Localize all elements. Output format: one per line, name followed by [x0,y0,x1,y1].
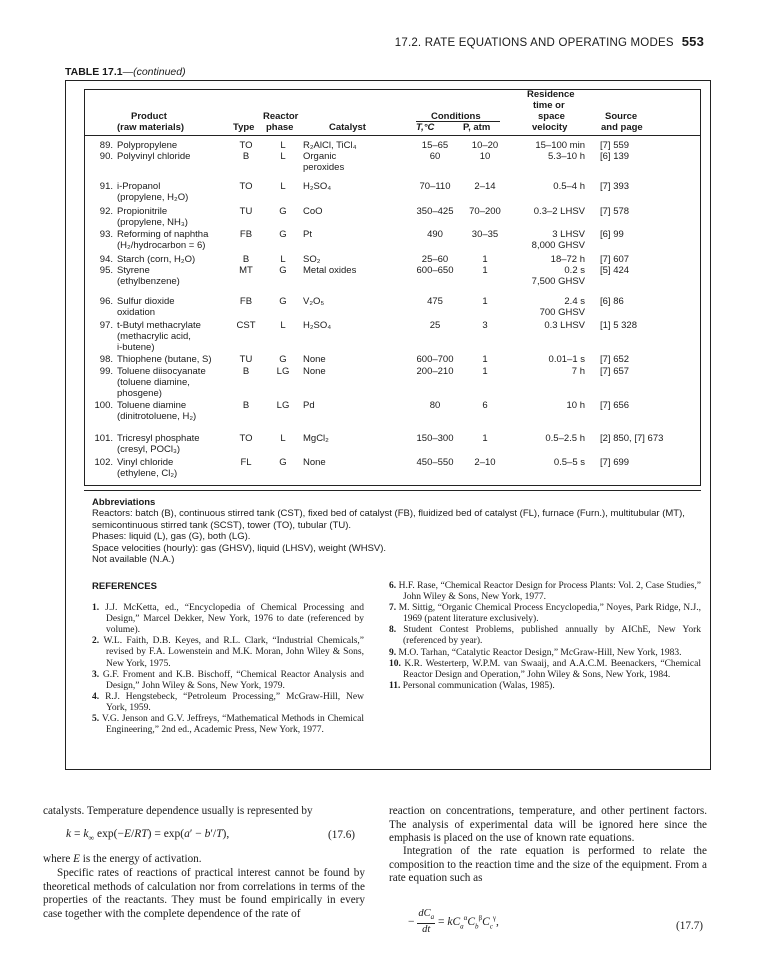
reference-item [92,636,364,669]
reference-item [389,681,701,692]
header-space: space [538,111,565,122]
source-page: [7] 699 [600,457,630,468]
reference-item [92,692,364,714]
pressure: 1 [482,265,488,276]
product-name: (cresyl, POCl₃) [117,444,180,455]
reference-text: V.G. Jenson and G.V. Jeffreys, “Mathematical Methods in Chemical Engineering,” 2nd ed., Academic Press, New York, 1977. [101,714,364,736]
row-number: 94. [99,254,113,265]
source-page: [1] 5 328 [600,320,637,331]
product-name: i-butene) [117,342,155,353]
catalyst: peroxides [303,162,345,173]
catalyst: SO₂ [303,254,321,265]
pressure: 1 [482,354,488,365]
pressure: 1 [482,254,488,265]
source-page: [7] 393 [600,181,630,192]
reactor-phase: G [279,354,287,365]
reference-item [389,581,701,603]
table-label: TABLE 17.1 [65,66,123,78]
reference-number: 2. [92,636,104,647]
abbreviations-phases: Phases: liquid (L), gas (G), both (LG). [92,531,251,543]
product-name: Polypropylene [117,140,178,151]
reference-item [92,714,364,736]
catalyst: MgCl₂ [303,433,329,444]
residence-time: 18–72 h [550,254,585,265]
reference-item [92,603,364,636]
pressure: 6 [482,400,488,411]
product-name: Polyvinyl chloride [117,151,191,162]
references-title: REFERENCES [92,581,157,592]
reactor-phase: G [279,229,287,240]
source-page: [5] 424 [600,265,630,276]
row-number: 91. [99,181,113,192]
reactor-type: TO [239,140,253,151]
temperature: 150–300 [416,433,454,444]
abbreviations-space-velocities: Space velocities (hourly): gas (GHSV), liquid (LHSV), weight (WHSV). [92,542,387,554]
source-page: [7] 656 [600,400,630,411]
catalyst: R₂AlCl, TiCl₄ [303,140,357,151]
residence-time: 0.3–2 LHSV [533,206,585,217]
reactor-phase: G [279,296,287,307]
source-page: [7] 652 [600,354,630,365]
residence-time: 15–100 min [535,140,585,151]
reactor-type: B [242,151,250,162]
row-number: 93. [99,229,113,240]
product-name: phosgene) [117,388,162,399]
product-name: (ethylene, Cl₂) [117,468,178,479]
reference-number: 7. [389,603,399,614]
temperature: 490 [427,229,443,240]
abbreviations-title: Abbreviations [92,497,156,508]
reactor-phase: L [280,140,286,151]
reactor-phase: LG [276,400,290,411]
table-continued: —(continued) [122,66,186,78]
residence-time: 2.4 s [564,296,585,307]
table-caption [65,66,186,78]
pressure: 2–14 [474,181,496,192]
product-name: oxidation [117,307,156,318]
pressure: 1 [482,433,488,444]
temperature: 475 [427,296,443,307]
residence-time: 0.5–4 h [553,181,585,192]
header-temperature: T,°C [416,122,435,133]
reactor-type: B [242,254,250,265]
temperature: 80 [429,400,441,411]
residence-time: 5.3–10 h [548,151,585,162]
reactor-phase: G [279,457,287,468]
product-name: Styrene [117,265,150,276]
row-number: 96. [99,296,113,307]
row-number: 98. [99,354,113,365]
running-head [0,34,704,49]
abbreviations-not-available: Not available (N.A.) [92,554,175,566]
header-reactor: Reactor [263,111,299,122]
reactor-type: TO [239,433,253,444]
catalyst: None [303,457,326,468]
reference-text: W.L. Faith, D.B. Keyes, and R.L. Clark, “Industrial Chemicals,” revised by F.A. Lowenstein and M.K. Moran, John Wiley & Sons, New York, 1975. [103,636,365,669]
running-title: 17.2. RATE EQUATIONS AND OPERATING MODES [394,37,674,49]
product-name: Vinyl chloride [117,457,174,468]
body-left-p3: Specific rates of reactions of practical interest cannot be found by theoretical methods of calculation nor from correlations in terms of the properties of the reactants. They must be found empirically in every case together with the complete dependence of the rate of [43,867,365,920]
residence-time: 0.01–1 s [548,354,585,365]
row-number: 101. [94,433,113,444]
source-page: [7] 657 [600,366,630,377]
product-name: Starch (corn, H₂O) [117,254,196,265]
residence-time: 3 LHSV [552,229,585,240]
body-right-p1: reaction on concentrations, temperature, and other pertinent factors. The analysis of experimental data will be ignored here since the emphasis is placed on the use of known rate equations. [389,805,707,844]
catalyst: Pt [303,229,312,240]
residence-time: 0.5–2.5 h [545,433,585,444]
temperature: 70–110 [419,181,451,192]
header-phase: phase [266,122,294,133]
product-name: Thiophene (butane, S) [117,354,212,365]
pressure: 70–200 [469,206,501,217]
catalyst: Organic [303,151,337,162]
reactor-type: FB [239,296,253,307]
reference-text: Personal communication (Walas, 1985). [402,680,555,691]
product-name: Propionitrile [117,206,168,217]
reactor-type: FL [240,457,252,468]
temperature: 450–550 [416,457,454,468]
reference-number: 5. [92,714,102,725]
reference-number: 3. [92,669,103,680]
header-rule [84,135,701,136]
temperature: 600–700 [416,354,454,365]
catalyst: None [303,366,326,377]
temperature: 60 [429,151,441,162]
header-source: Source [605,111,638,122]
reference-text: M.O. Tarhan, “Catalytic Reactor Design,” McGraw-Hill, New York, 1983. [398,647,682,658]
reference-item [92,670,364,692]
reference-text: K.R. Westerterp, W.P.M. van Swaaij, and A.A.C.M. Beenackers, “Chemical Reactor Design and Operation,” John Wiley & Sons, New York, 1984. [403,658,701,680]
temperature: 25 [429,320,441,331]
row-number: 97. [99,320,113,331]
equation-17-7-number: (17.7) [676,920,704,932]
row-number: 99. [99,366,113,377]
references-right [389,581,701,692]
reactor-type: B [242,366,250,377]
residence-time: 700 GHSV [539,307,585,318]
reference-item [389,625,701,647]
catalyst: CoO [303,206,323,217]
reference-number: 1. [92,603,106,614]
reactor-phase: L [280,433,286,444]
reactor-phase: LG [276,366,290,377]
row-number: 95. [99,265,113,276]
catalyst: None [303,354,326,365]
residence-time: 8,000 GHSV [531,240,585,251]
abbrev-rule [84,490,701,491]
pressure: 10–20 [471,140,499,151]
header-and-page: and page [601,122,643,133]
product-name: (toluene diamine, [117,377,190,388]
reactor-type: TO [239,181,253,192]
product-name: Toluene diisocyanate [117,366,206,377]
source-page: [2] 850, [7] 673 [600,433,664,444]
reference-item [389,648,701,659]
catalyst: Metal oxides [303,265,357,276]
reactor-phase: G [279,206,287,217]
reactor-type: CST [236,320,256,331]
pressure: 2–10 [474,457,496,468]
temperature: 350–425 [416,206,454,217]
reference-number: 10. [389,658,405,669]
product-name: Tricresyl phosphate [117,433,200,444]
conditions-rule [416,121,500,122]
product-name: Toluene diamine [117,400,187,411]
header-time-or: time or [533,100,565,111]
pressure: 1 [482,366,488,377]
reference-number: 4. [92,691,106,702]
header-catalyst: Catalyst [329,122,366,133]
reactor-type: TU [239,206,253,217]
residence-time: 7,500 GHSV [531,276,585,287]
residence-time: 0.2 s [564,265,585,276]
source-page: [7] 559 [600,140,630,151]
reference-number: 6. [389,581,399,591]
product-name: i-Propanol [117,181,161,192]
header-type: Type [233,122,255,133]
source-page: [6] 86 [600,296,624,307]
header-residence: Residence [527,89,575,100]
reactor-type: FB [239,229,253,240]
pressure: 10 [479,151,491,162]
residence-time: 10 h [566,400,585,411]
source-page: [6] 99 [600,229,624,240]
row-number: 92. [99,206,113,217]
equation-17-7: − $dC_a$ dt = $kC_a^\alpha C_b^\beta C_c^\gamma$, [408,908,499,936]
row-number: 100. [94,400,113,411]
abbreviations-reactors: Reactors: batch (B), continuous stirred tank (CST), fixed bed of catalyst (FB), fluidized bed of catalyst (FL), furnace (Furn.), multitubular (MT), semicontinuous stirred tank (SCST), tower (TO), tubular (TU). [92,508,685,531]
pressure: 30–35 [471,229,499,240]
body-left-p2: where E is the energy of activation. [43,853,202,865]
reference-text: J.J. McKetta, ed., “Encyclopedia of Chemical Processing and Design,” Marcel Dekker, New York, 1976 to date (referenced by volume). [105,603,365,636]
reference-number: 9. [389,647,399,658]
equation-17-6: $k = k_\infty$ exp(−E/RT) = exp(a′ − b′/T), [66,828,230,843]
product-name: Reforming of naphtha [117,229,209,240]
product-name: (ethylbenzene) [117,276,180,287]
reference-text: H.F. Rase, “Chemical Reactor Design for Process Plants: Vol. 2, Case Studies,” John Wiley & Sons, New York, 1977. [398,581,702,603]
body-left-p1: catalysts. Temperature dependence usually is represented by [43,805,313,817]
references-left [92,581,364,736]
product-name: t-Butyl methacrylate [117,320,201,331]
source-page: [6] 139 [600,151,630,162]
header-pressure: P, atm [463,122,491,133]
reactor-phase: L [280,320,286,331]
temperature: 15–65 [421,140,449,151]
product-name: (dinitrotoluene, H₂) [117,411,197,422]
product-name: (methacrylic acid, [117,331,191,342]
product-name: (propylene, H₂O) [117,192,189,203]
temperature: 200–210 [416,366,454,377]
source-page: [7] 607 [600,254,630,265]
source-page: [7] 578 [600,206,630,217]
reference-text: R.J. Hengstebeck, “Petroleum Processing,” McGraw-Hill, New York, 1959. [105,691,364,713]
header-product: Product [131,111,167,122]
reference-text: M. Sittig, “Organic Chemical Process Encyclopedia,” Noyes, Park Ridge, N.J., 1969 (patent literature exclusively). [398,603,701,625]
residence-time: 7 h [571,366,585,377]
reference-number: 8. [389,625,404,636]
catalyst: H₂SO₄ [303,320,332,331]
product-name: (propylene, NH₃) [117,217,188,228]
catalyst: V₂O₅ [303,296,325,307]
reactor-type: MT [239,265,253,276]
reactor-type: B [242,400,250,411]
reactor-type: TU [239,354,253,365]
row-number: 102. [94,457,113,468]
header-conditions: Conditions [431,111,481,122]
reference-item [389,603,701,625]
product-name: (H₂/hydrocarbon = 6) [117,240,206,251]
reference-item [389,659,701,681]
residence-time: 0.3 LHSV [544,320,585,331]
catalyst: Pd [303,400,315,411]
reference-text: Student Contest Problems, published annually by AIChE, New York (referenced by year). [403,625,702,647]
row-number: 90. [99,151,113,162]
reactor-phase: G [279,265,287,276]
header-velocity: velocity [532,122,568,133]
reactor-phase: L [280,181,286,192]
temperature: 25–60 [421,254,449,265]
product-name: Sulfur dioxide [117,296,175,307]
pressure: 1 [482,296,488,307]
row-number: 89. [99,140,113,151]
page-number: 553 [681,34,704,49]
reference-text: G.F. Froment and K.B. Bischoff, “Chemical Reactor Analysis and Design,” John Wiley & Sons, New York, 1979. [102,669,365,691]
reference-number: 11. [389,680,403,691]
body-right-p2: Integration of the rate equation is performed to relate the composition to the reaction time and the size of the equipment. From a rate equation such as [389,845,707,884]
equation-17-6-number: (17.6) [328,829,356,841]
residence-time: 0.5–5 s [553,457,585,468]
header-raw-materials: (raw materials) [117,122,185,133]
abbreviations-block [92,497,704,565]
reactor-phase: L [280,254,286,265]
pressure: 3 [482,320,488,331]
reactor-phase: L [280,151,286,162]
temperature: 600–650 [416,265,454,276]
catalyst: H₂SO₄ [303,181,332,192]
